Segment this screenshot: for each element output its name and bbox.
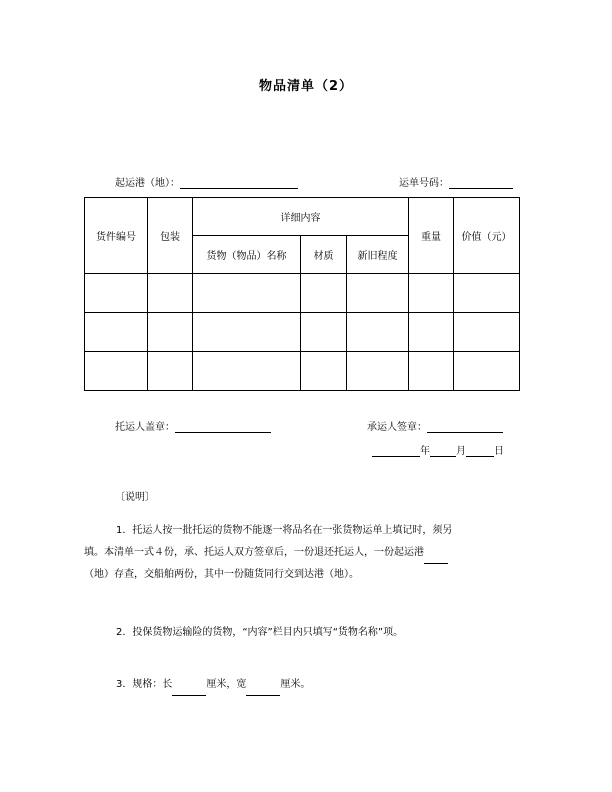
table-cell[interactable]: [193, 313, 301, 352]
table-cell[interactable]: [347, 313, 409, 352]
note-3-mid: 厘米，宽: [206, 679, 247, 690]
table-cell[interactable]: [409, 313, 454, 352]
note-3-suffix: 厘米。: [280, 679, 311, 690]
table-cell[interactable]: [85, 352, 148, 391]
origin-port-field: [115, 174, 298, 189]
carrier-stamp-blank[interactable]: [427, 420, 503, 433]
origin-port-blank[interactable]: [180, 176, 298, 189]
table-cell[interactable]: [347, 274, 409, 313]
header-item-no: 货件编号: [85, 198, 148, 274]
page-title: 物品清单（2）: [258, 79, 354, 94]
header-weight: 重量: [409, 198, 454, 274]
waybill-field: [399, 174, 513, 189]
header-details: 详细内容: [193, 198, 409, 236]
shipper-label: 托运人盖章：: [115, 422, 175, 433]
carrier-stamp-field: [367, 418, 503, 433]
note-3: [116, 674, 310, 696]
table-header-row: [85, 198, 520, 236]
header-material: 材质: [301, 236, 347, 274]
day-blank[interactable]: [466, 444, 494, 457]
length-blank[interactable]: [172, 683, 206, 696]
note-1-line-3: （地）存查，交船舶两份，其中一份随货同行交到达港（地）。: [84, 569, 359, 580]
table-cell[interactable]: [301, 313, 347, 352]
note-2: 2．投保货物运输险的货物，“内容”栏目内只填写“货物名称”项。: [116, 627, 404, 638]
header-value: 价值（元）: [454, 198, 520, 274]
table-cell[interactable]: [301, 274, 347, 313]
month-label: 月: [456, 446, 466, 457]
table-row[interactable]: [85, 313, 520, 352]
table-cell[interactable]: [409, 274, 454, 313]
day-label: 日: [494, 446, 504, 457]
table-cell[interactable]: [454, 352, 520, 391]
origin-port-label: 起运港（地）：: [115, 178, 180, 189]
table-cell[interactable]: [85, 313, 148, 352]
header-package: 包装: [148, 198, 193, 274]
goods-table: [84, 197, 520, 391]
table-cell[interactable]: [347, 352, 409, 391]
table-cell[interactable]: [454, 313, 520, 352]
width-blank[interactable]: [246, 683, 280, 696]
note-1-line-1: 1．托运人按一批托运的货物不能逐一将品名在一张货物运单上填记时，须另: [116, 525, 453, 536]
header-name: 货物（物品）名称: [193, 236, 301, 274]
note-1-line-2: [84, 542, 448, 564]
table-cell[interactable]: [454, 274, 520, 313]
table-cell[interactable]: [301, 352, 347, 391]
table-cell[interactable]: [148, 352, 193, 391]
shipper-stamp-blank[interactable]: [175, 420, 271, 433]
table-cell[interactable]: [193, 352, 301, 391]
year-label: 年: [420, 446, 430, 457]
shipper-stamp-field: [115, 418, 271, 433]
waybill-blank[interactable]: [449, 176, 513, 189]
table-cell[interactable]: [85, 274, 148, 313]
table-row[interactable]: [85, 352, 520, 391]
note-3-prefix: 3．规格：长: [116, 679, 173, 690]
date-field: [372, 442, 504, 457]
month-blank[interactable]: [430, 444, 456, 457]
notes-heading: 〔说明〕: [115, 492, 155, 503]
table-row[interactable]: [85, 274, 520, 313]
carrier-label: 承运人签章：: [367, 422, 427, 433]
header-condition: 新旧程度: [347, 236, 409, 274]
table-cell[interactable]: [148, 274, 193, 313]
table-cell[interactable]: [193, 274, 301, 313]
note-1-blank: [424, 551, 448, 564]
table-cell[interactable]: [409, 352, 454, 391]
table-cell[interactable]: [148, 313, 193, 352]
waybill-label: 运单号码：: [399, 178, 449, 189]
year-blank[interactable]: [372, 444, 420, 457]
note-1-line-2-text: 填。本清单一式４份，承、托运人双方签章后，一份退还托运人，一份起运港: [84, 547, 424, 558]
